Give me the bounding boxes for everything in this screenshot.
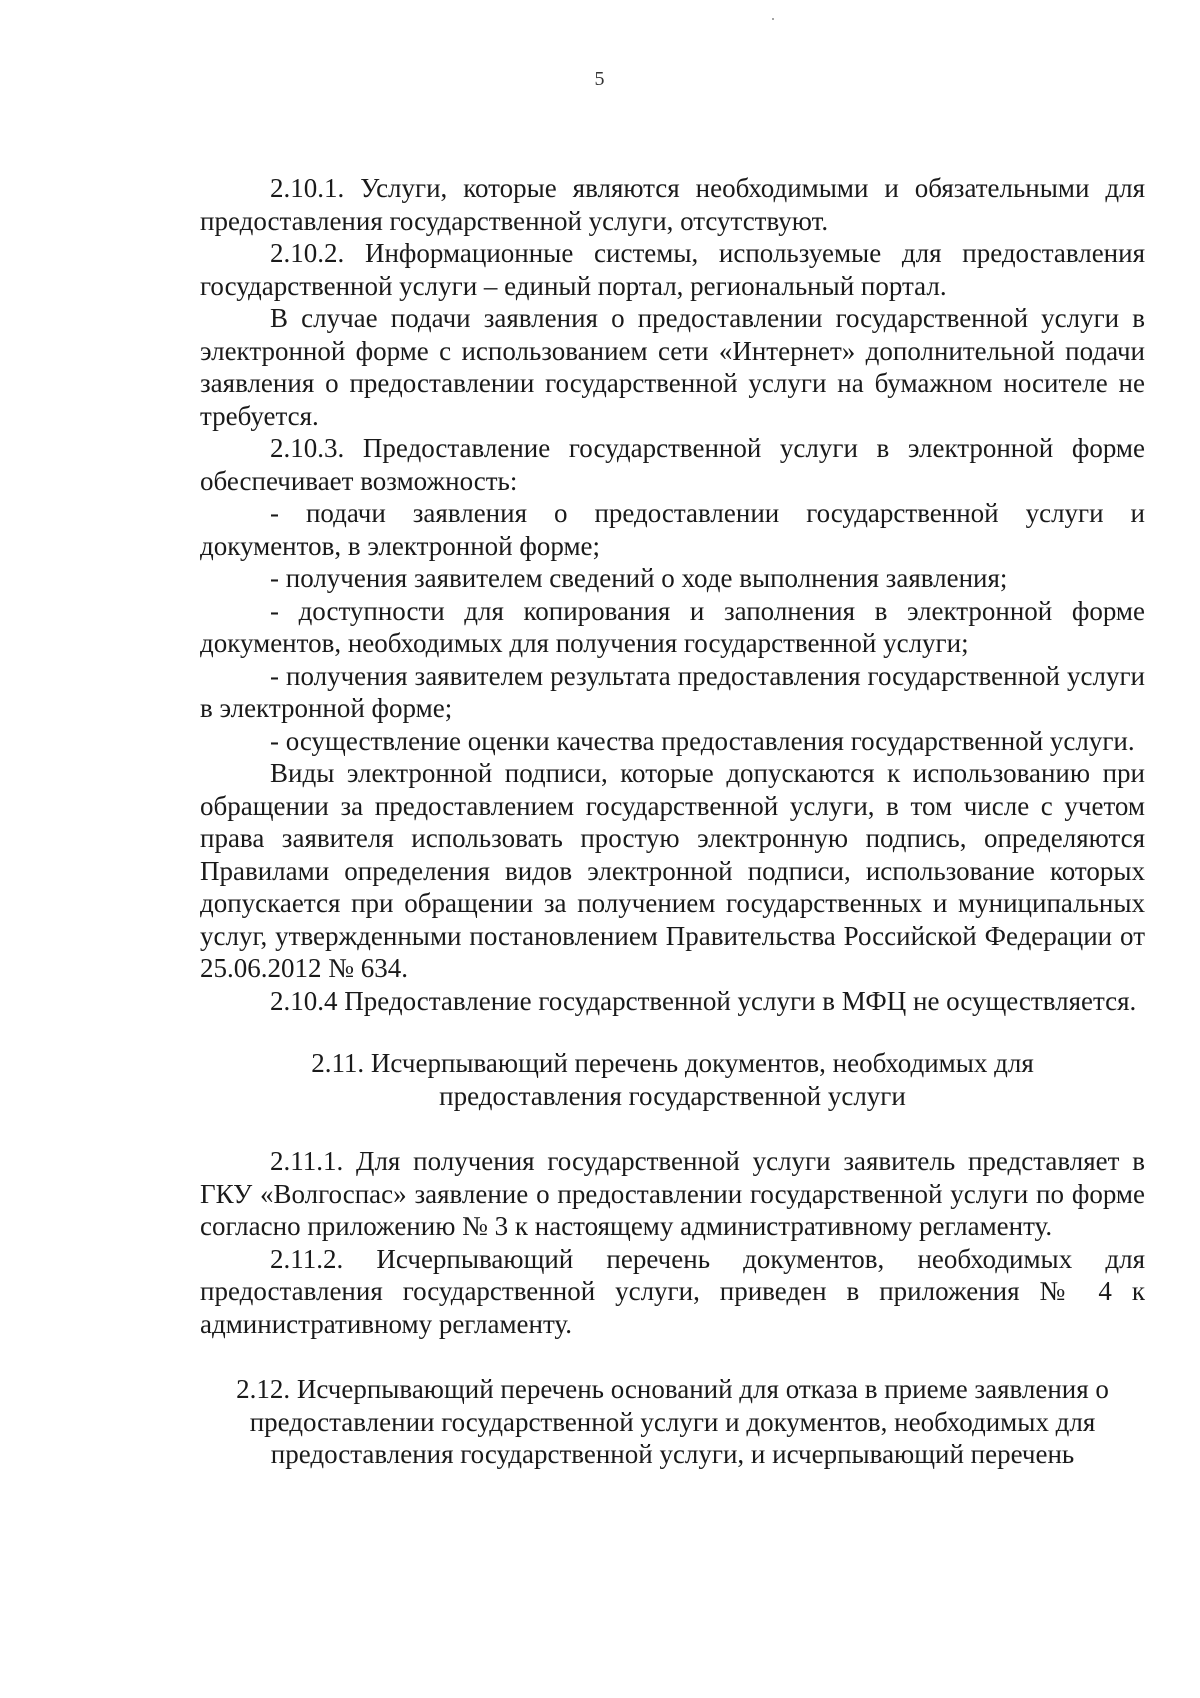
scan-speck bbox=[772, 18, 774, 20]
section-heading-2-12 bbox=[200, 1373, 1145, 1471]
paragraph-2-10-1: 2.10.1. Услуги, которые являются необходимыми и обязательными для предоставления государственной услуги, отсутствуют. bbox=[200, 173, 1145, 236]
heading-2-11-line-2: предоставления государственной услуги bbox=[439, 1080, 906, 1111]
paragraph-2-11-2: 2.11.2. Исчерпывающий перечень документов, необходимых для предоставления государственной услуги, приведен в приложения № 4 к административному регламенту. bbox=[200, 1243, 1145, 1339]
paragraph-2-10-3: 2.10.3. Предоставление государственной услуги в электронной форме обеспечивает возможность: bbox=[200, 433, 1145, 496]
paragraph-2-11-1: 2.11.1. Для получения государственной услуги заявитель представляет в ГКУ «Волгоспас» заявление о предоставлении государственной услуги по форме согласно приложению № 3 к настоящему административному регламенту. bbox=[200, 1146, 1145, 1241]
paragraph-electronic-signature: Виды электронной подписи, которые допускаются к использованию при обращении за предоставлением государственной услуги, в том числе с учетом права заявителя использовать простую электронную подпись, определяются Правилами определения видов электронной подписи, использование которых допускается при обращении за получением государственных и муниципальных услуг, утвержденными постановлением Правительства Российской Федерации от 25.06.2012 № 634. bbox=[200, 758, 1145, 983]
page-number: 5 bbox=[594, 68, 606, 90]
list-item-copy-fill: - доступности для копирования и заполнения в электронной форме документов, необходимых для получения государственной услуги; bbox=[200, 595, 1145, 658]
list-item-quality-assessment: - осуществление оценки качества предоставления государственной услуги. bbox=[270, 725, 1135, 756]
heading-2-12-line-1: 2.12. Исчерпывающий перечень оснований для отказа в приеме заявления о bbox=[236, 1374, 1109, 1404]
list-item-status-info: - получения заявителем сведений о ходе выполнения заявления; bbox=[270, 563, 1008, 593]
document-body bbox=[200, 172, 1145, 1471]
paragraph-2-10-4: 2.10.4 Предоставление государственной услуги в МФЦ не осуществляется. bbox=[270, 985, 1137, 1016]
paragraph-internet-submission: В случае подачи заявления о предоставлении государственной услуги в электронной форме с использованием сети «Интернет» дополнительной подачи заявления о предоставлении государственной услуги на бумажном носителе не требуется. bbox=[200, 303, 1145, 431]
paragraph-2-10-2: 2.10.2. Информационные системы, используемые для предоставления государственной услуги – единый портал, региональный портал. bbox=[200, 238, 1145, 301]
heading-2-12-line-3: предоставления государственной услуги, и исчерпывающий перечень bbox=[270, 1439, 1075, 1469]
heading-2-12-line-2: предоставлении государственной услуги и документов, необходимых для bbox=[249, 1406, 1096, 1437]
list-item-submission: - подачи заявления о предоставлении государственной услуги и документов, в электронной форме; bbox=[200, 498, 1145, 561]
heading-2-11-line-1: 2.11. Исчерпывающий перечень документов, необходимых для bbox=[311, 1048, 1034, 1078]
list-item-result: - получения заявителем результата предоставления государственной услуги в электронной форме; bbox=[200, 660, 1145, 723]
section-heading-2-11 bbox=[200, 1047, 1145, 1112]
